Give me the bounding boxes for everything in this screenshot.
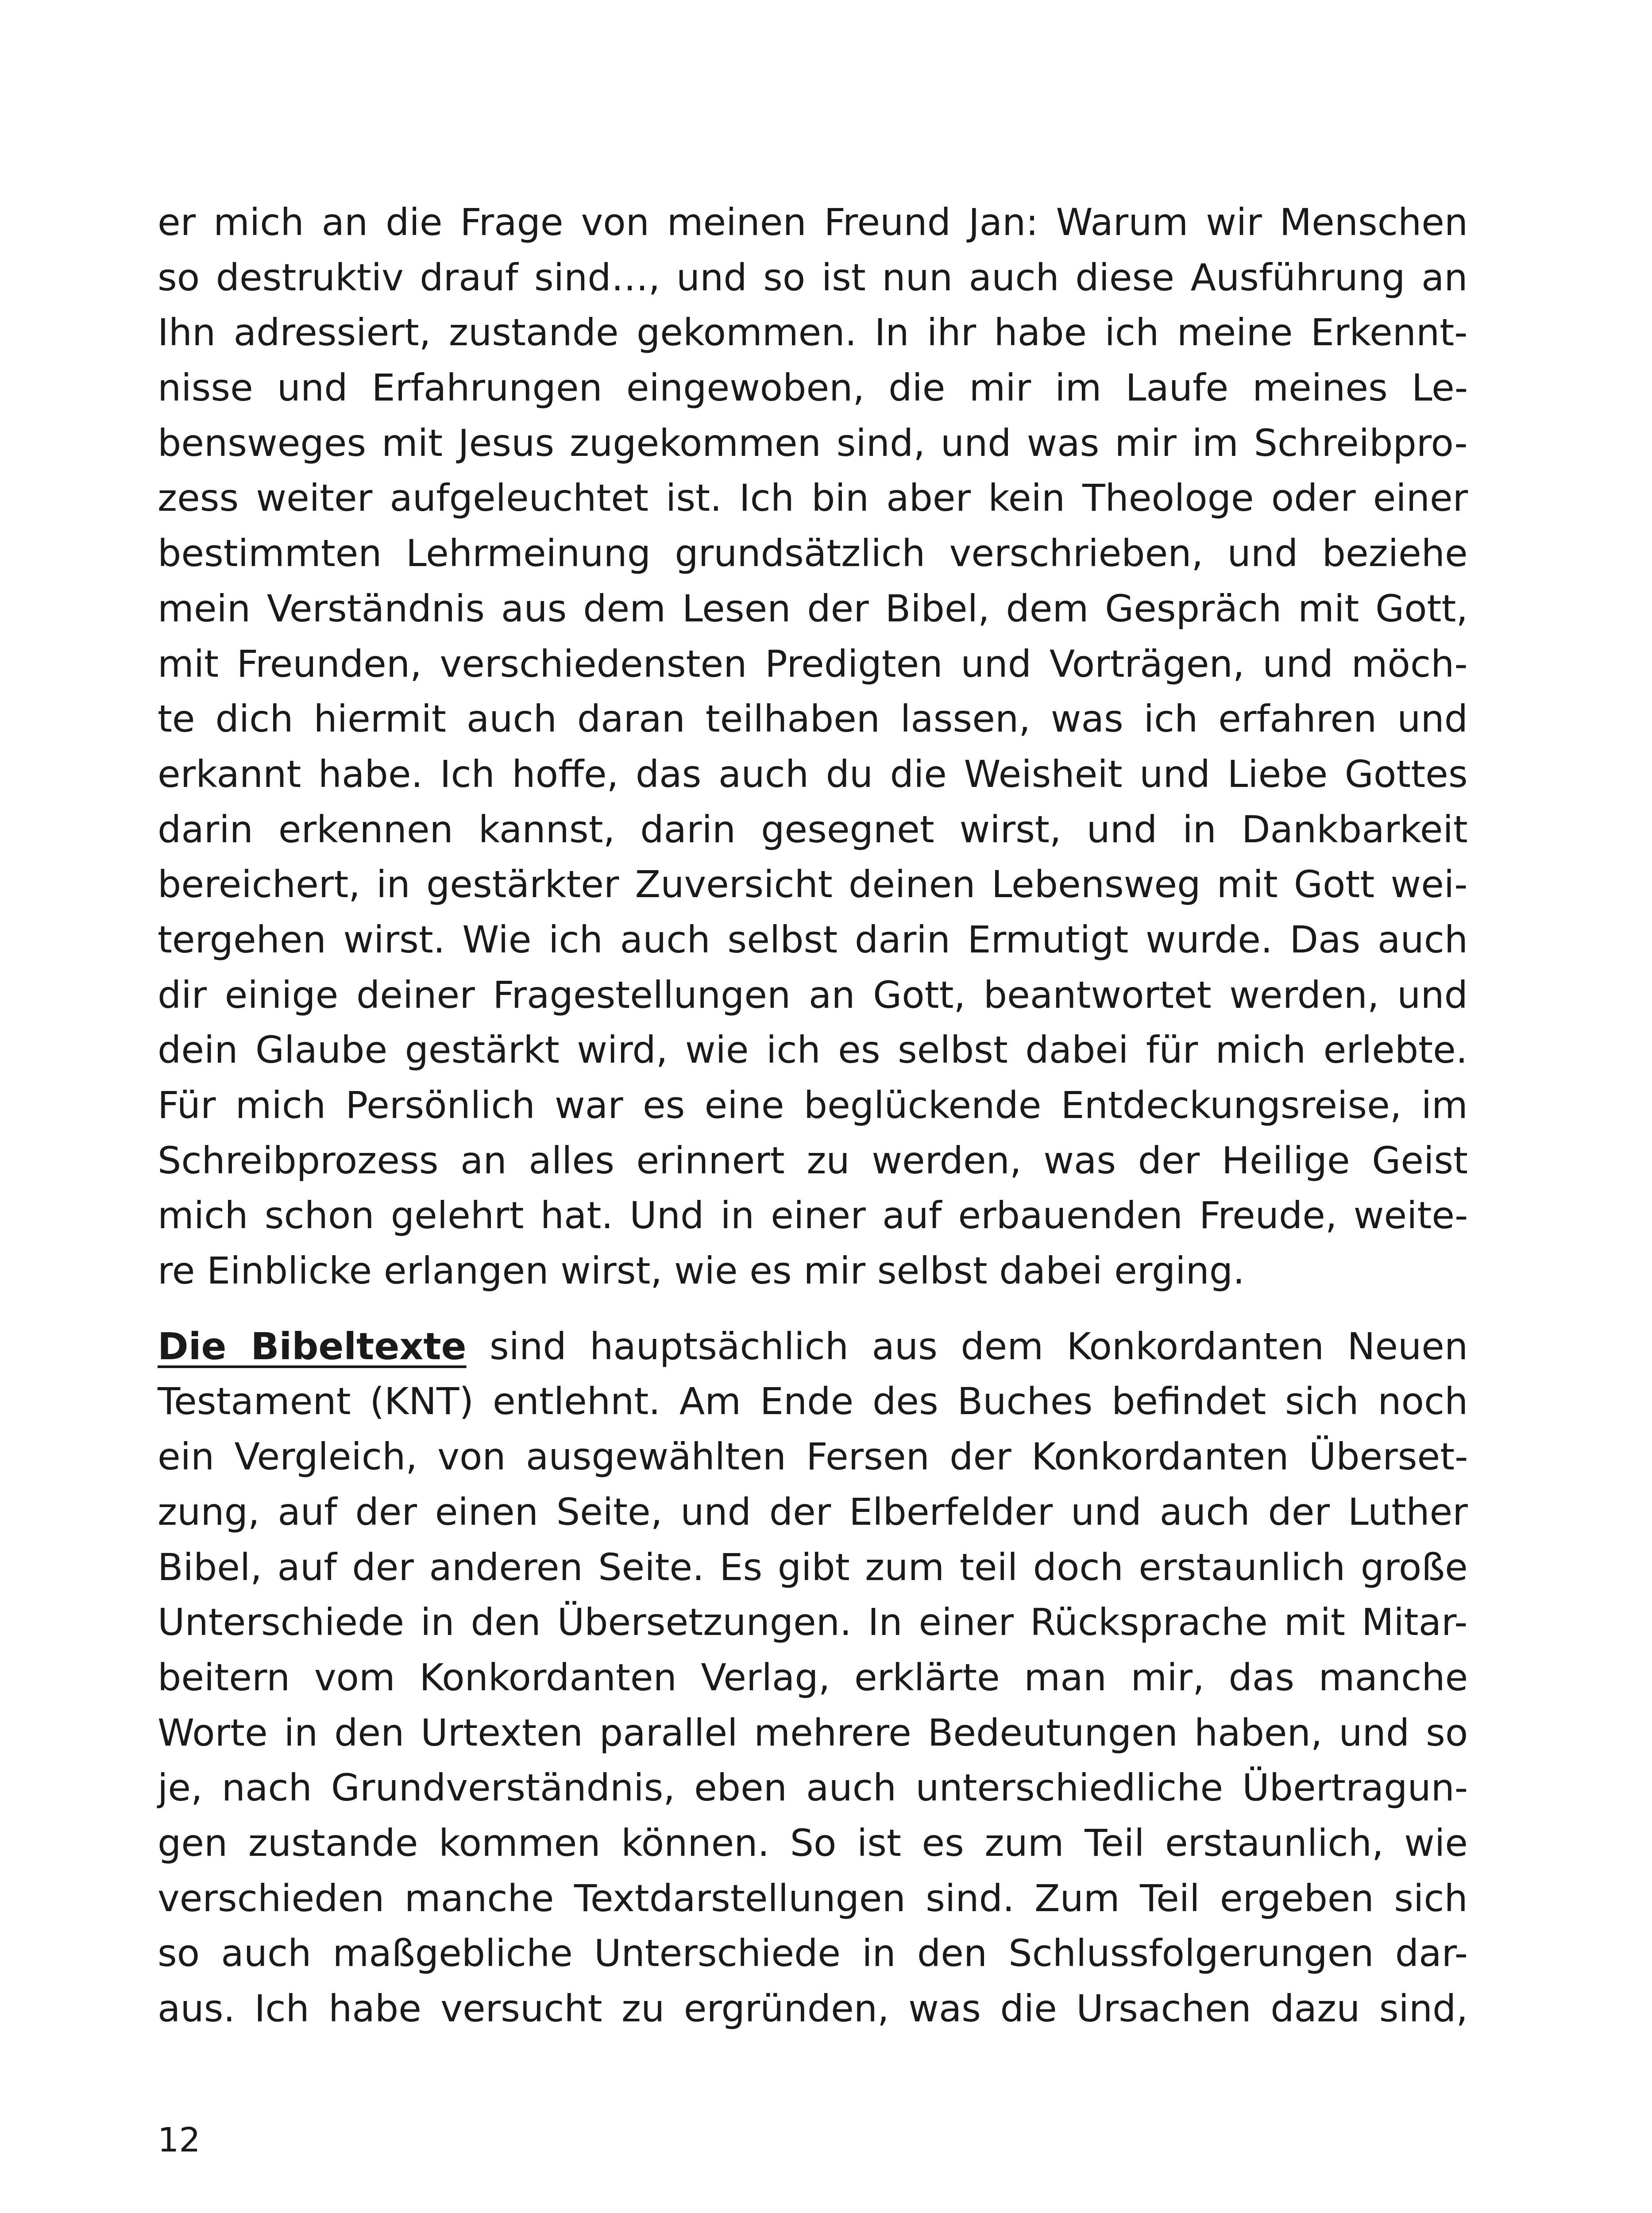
section-heading: Die Bibeltexte bbox=[158, 1324, 467, 1368]
text-line: verschieden manche Textdarstellungen sind. Zum Teil ergeben sich bbox=[158, 1876, 1468, 1920]
text-line-with-heading bbox=[158, 1319, 1468, 1374]
text-line: zess weiter aufgeleuchtet ist. Ich bin aber kein Theologe oder einer bbox=[158, 476, 1468, 520]
paragraph-spacer bbox=[158, 1299, 1468, 1319]
text-line: je, nach Grundverständnis, eben auch unterschiedliche Übertragun- bbox=[158, 1766, 1468, 1810]
text-line: so destruktiv drauf sind…, und so ist nun auch diese Ausführung an bbox=[158, 255, 1468, 299]
text-line: aus. Ich habe versucht zu ergründen, was die Ursachen dazu sind, bbox=[158, 1987, 1468, 2030]
paragraph-2 bbox=[158, 1319, 1468, 2036]
text-fragment: sind hauptsächlich aus dem Konkordanten Neuen bbox=[466, 1324, 1468, 1368]
paragraph-1 bbox=[158, 195, 1468, 1299]
page-number: 12 bbox=[158, 2120, 201, 2159]
text-line: mich schon gelehrt hat. Und in einer auf erbauenden Freude, weite- bbox=[158, 1194, 1468, 1238]
text-line: Worte in den Urtexten parallel mehrere Bedeutungen haben, und so bbox=[158, 1711, 1468, 1754]
text-line: Schreibprozess an alles erinnert zu werden, was der Heilige Geist bbox=[158, 1138, 1468, 1182]
text-line: tergehen wirst. Wie ich auch selbst darin Ermutigt wurde. Das auch bbox=[158, 918, 1468, 961]
text-line: mit Freunden, verschiedensten Predigten und Vorträgen, und möch- bbox=[158, 642, 1468, 686]
text-line: te dich hiermit auch daran teilhaben lassen, was ich erfahren und bbox=[158, 697, 1468, 741]
text-line: dein Glaube gestärkt wird, wie ich es selbst dabei für mich erlebte. bbox=[158, 1028, 1468, 1072]
text-line: gen zustande kommen können. So ist es zum Teil erstaunlich, wie bbox=[158, 1821, 1468, 1865]
text-line: beitern vom Konkordanten Verlag, erklärte man mir, das manche bbox=[158, 1655, 1468, 1699]
text-line: zung, auf der einen Seite, und der Elberfelder und auch der Luther bbox=[158, 1490, 1468, 1534]
text-line: re Einblicke erlangen wirst, wie es mir selbst dabei erging. bbox=[158, 1249, 1245, 1293]
text-line: bensweges mit Jesus zugekommen sind, und was mir im Schreibpro- bbox=[158, 421, 1468, 465]
text-line: mein Verständnis aus dem Lesen der Bibel, dem Gespräch mit Gott, bbox=[158, 586, 1468, 630]
text-line: Bibel, auf der anderen Seite. Es gibt zum teil doch erstaunlich große bbox=[158, 1545, 1468, 1589]
text-line: er mich an die Frage von meinen Freund Jan: Warum wir Menschen bbox=[158, 200, 1468, 244]
text-line: nisse und Erfahrungen eingewoben, die mir im Laufe meines Le- bbox=[158, 366, 1468, 410]
text-line: Für mich Persönlich war es eine beglückende Entdeckungsreise, im bbox=[158, 1083, 1468, 1127]
text-line: Unterschiede in den Übersetzungen. In einer Rücksprache mit Mitar- bbox=[158, 1600, 1468, 1644]
text-line: erkannt habe. Ich hoffe, das auch du die Weisheit und Liebe Gottes bbox=[158, 752, 1468, 796]
text-line: bestimmten Lehrmeinung grundsätzlich verschrieben, und beziehe bbox=[158, 532, 1468, 575]
text-line: ein Vergleich, von ausgewählten Fersen der Konkordanten Überset- bbox=[158, 1435, 1468, 1479]
text-line: Ihn adressiert, zustande gekommen. In ihr habe ich meine Erkennt- bbox=[158, 311, 1468, 355]
text-line: darin erkennen kannst, darin gesegnet wirst, und in Dankbarkeit bbox=[158, 807, 1468, 851]
text-line: bereichert, in gestärkter Zuversicht deinen Lebensweg mit Gott wei- bbox=[158, 863, 1468, 906]
text-line: dir einige deiner Fragestellungen an Gott, beantwortet werden, und bbox=[158, 973, 1468, 1017]
body-text bbox=[158, 195, 1468, 2036]
text-line: so auch maßgebliche Unterschiede in den Schlussfolgerungen dar- bbox=[158, 1932, 1468, 1975]
text-line: Testament (KNT) entlehnt. Am Ende des Buches befindet sich noch bbox=[158, 1380, 1468, 1423]
